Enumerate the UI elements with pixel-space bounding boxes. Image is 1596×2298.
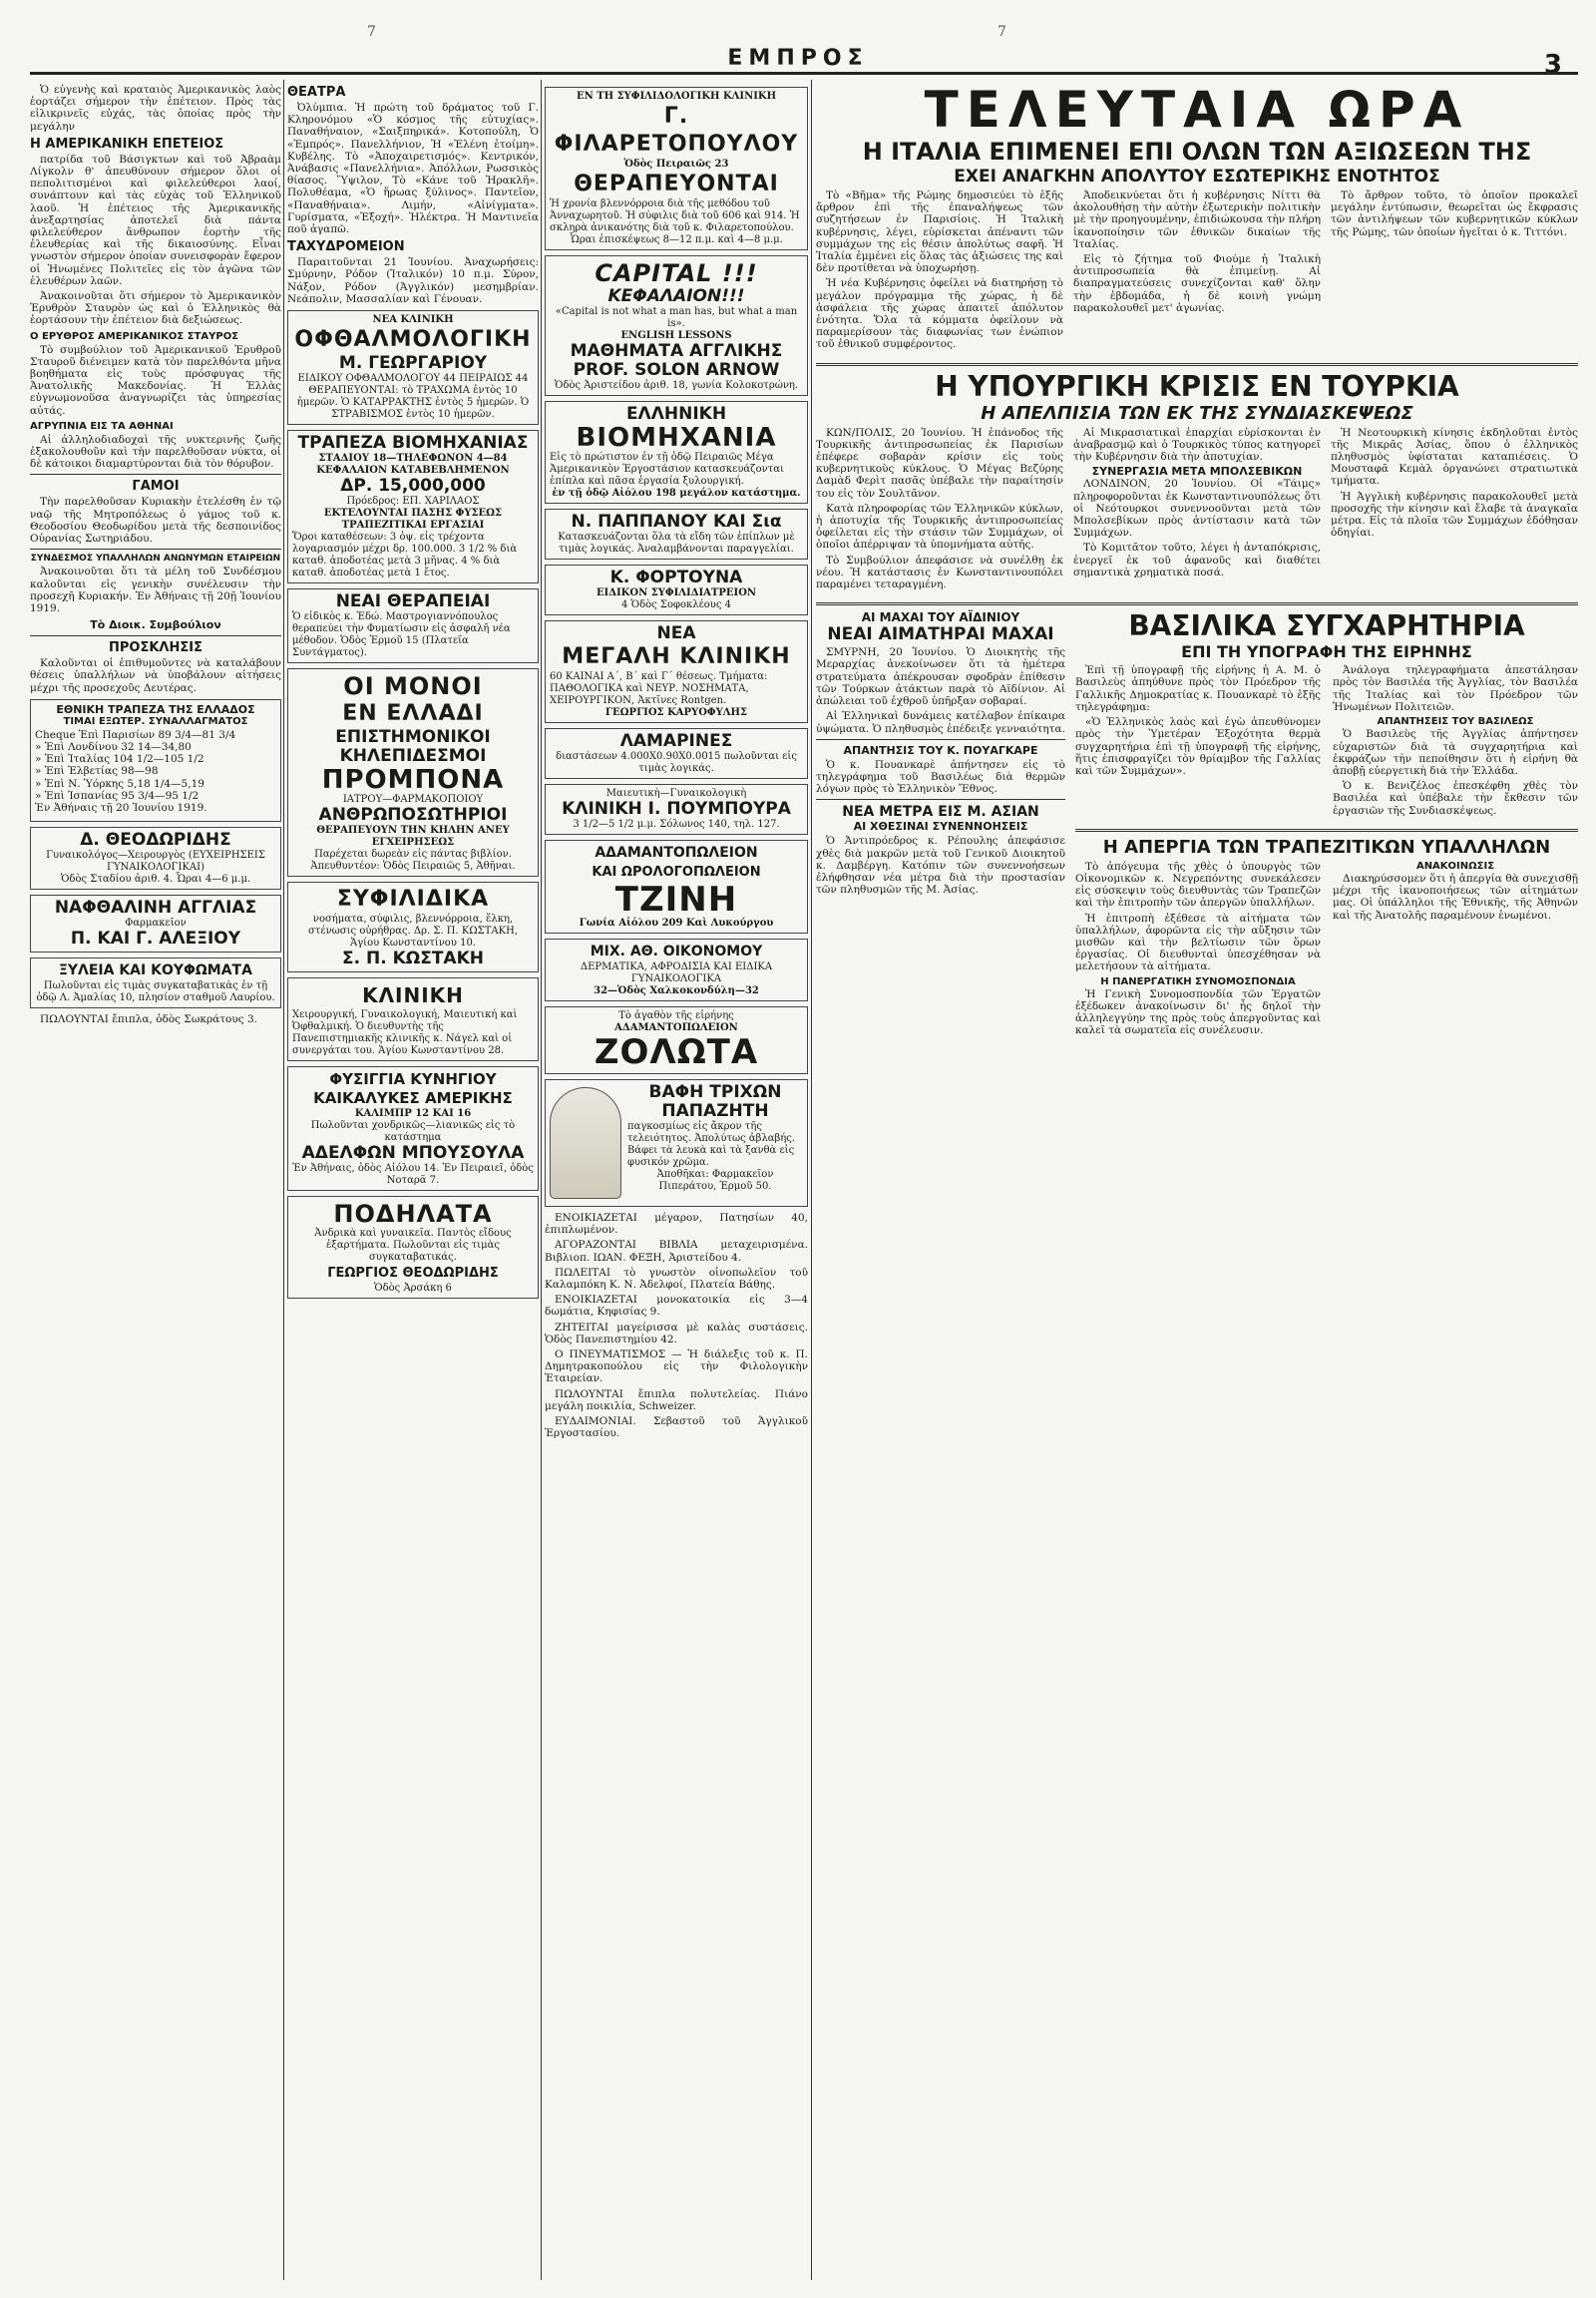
- ad-wood-text: Πωλοῦνται εἰς τιμὰς συγκαταβατικὰς ἐν τῇ ὁδῷ Λ. Ἀμαλίας 10, πλησίον σταθμοῦ Λαυρίου.: [36, 980, 275, 1004]
- lower-news: [816, 610, 1578, 1043]
- ad-bank-terms: Ὅροι καταθέσεων: 3 ὀψ. εἰς τρέχοντα λογαριασμόν μέχρι δρ. 100.000. 3 1/2 % διὰ καταθ. ἀποδοτέας μετὰ 3 μῆνας. 4 % διὰ καταθ. ἀποδοτέας μετὰ 1 ἔτος.: [292, 532, 518, 579]
- lead-paragraph: Ὁ εὐγενὴς καὶ κραταιὸς Ἀμερικανικὸς λαὸς ἑορτάζει σήμερον τὴν ἐπέτειον. Πρὸς τὰς εἰλικρινεῖς εὐχάς, τὰς ὁποίας πρὸς τὴν μεγάλην: [30, 84, 281, 133]
- ad5-addr: 4 Ὁδὸς Σοφοκλέους 4: [620, 599, 732, 610]
- classifieds: [545, 1212, 808, 1439]
- classified-item: ΖΗΤΕΙΤΑΙ μαγείρισσα μὲ καλὰς συστάσεις. Ὁδὸς Πανεπιστημίου 42.: [545, 1321, 808, 1345]
- ad-shoes-title: ΦΥΣΙΓΓΙΑ ΚΥΝΗΓΙΟΥ: [329, 1070, 497, 1089]
- asia-measures-subtitle: ΑΙ ΧΘΕΣΙΝΑΙ ΣΥΝΕΝΝΟΗΣΕΙΣ: [853, 820, 1028, 834]
- aidin-subtitle: ΝΕΑΙ ΑΙΜΑΤΗΡΑΙ ΜΑΧΑΙ: [827, 624, 1054, 645]
- ad9-addr: Γωνία Αἰόλου 209 Καὶ Λυκούργου: [579, 918, 774, 929]
- ad-experts-4: ΠΡΟΜΠΟΝΑ: [321, 765, 505, 796]
- ad-fortouna: [545, 565, 808, 615]
- masthead-title: ΕΜΠΡΟΣ: [727, 46, 869, 71]
- ad2-greek: ΚΕΦΑΛΑΙΟΝ!!!: [607, 286, 745, 306]
- ad-experts-7: ΘΕΡΑΠΕΥΟΥΝ ΤΗΝ ΚΗΛΗΝ ΑΝΕΥ ΕΓΧΕΙΡΗΣΕΩΣ: [316, 825, 510, 849]
- ad2-quote: «Capital is not what a man has, but what a man is».: [555, 306, 798, 329]
- divider: [816, 602, 1578, 605]
- ad-english-lessons: [545, 255, 808, 396]
- headline-last-hour: ΤΕΛΕΥΤΑΙΑ ΩΡΑ: [924, 82, 1470, 139]
- ad-naphthalene: [30, 895, 281, 953]
- bank-title: ΕΘΝΙΚΗ ΤΡΑΠΕΖΑ ΤΗΣ ΕΛΛΑΔΟΣ: [56, 702, 255, 716]
- bank-subtitle: ΤΙΜΑΙ ΕΞΩΤΕΡ. ΣΥΝΑΛΛΑΓΜΑΤΟΣ: [63, 715, 248, 727]
- ad-syphilis-text: νοσήματα, σύφιλις, βλεννόρροια, ἕλκη, στένωσις οὐρήθρας. Δρ. Σ. Π. ΚΩΣΤΑΚΗ, Ἁγίου Κωνσταντίνου 10.: [308, 914, 518, 950]
- ad-wood-foot: ΠΩΛΟΥΝΤΑΙ ἔπιπλα, ὁδὸς Σωκράτους 3.: [40, 1013, 257, 1026]
- ad-therapies: [287, 588, 539, 663]
- classified-item: ΠΩΛΟΥΝΤΑΙ ἔπιπλα πολυτελείας. Πιάνο μεγάλη ποικιλία, Schweizer.: [545, 1387, 808, 1412]
- ad-shoes-sub: ΚΑΙΚΑΛΥΚΕΣ ΑΜΕΡΙΚΗΣ: [313, 1089, 513, 1108]
- ad11-shop: ΑΔΑΜΑΝΤΟΠΩΛΕΙΟΝ: [614, 1022, 738, 1033]
- ad1-line: ΕΝ ΤΗ ΣΥΦΙΛΙΔΟΛΟΓΙΚΗ ΚΛΙΝΙΚΗ: [576, 91, 777, 102]
- ad-experts-6: ΑΝΘΡΩΠΟΣΩΤΗΡΙΟΙ: [318, 805, 508, 826]
- ad6-big: ΜΕΓΑΛΗ ΚΛΙΝΙΚΗ: [562, 644, 791, 669]
- ad-foot-text: Ἀνδρικὰ καὶ γυναικεῖα. Παντὸς εἴδους ἐξαρτήματα. Πωλοῦνται εἰς τιμὰς συγκαταβατικάς.: [314, 1228, 512, 1264]
- ad-clinic-title: ΝΕΑ ΚΛΙΝΙΚΗ: [372, 314, 454, 326]
- ad-experts-1: ΟΙ ΜΟΝΟΙ: [343, 672, 483, 701]
- ad9-big: ΤΖΙΝΗ: [614, 880, 738, 920]
- ad-bros-text: Ἐν Ἀθήναις, ὁδὸς Αἰόλου 14. Ἐν Πειραιεῖ, ὁδὸς Νοταρᾶ 7.: [292, 1163, 534, 1187]
- ad3-addr: ἐν τῇ ὁδῷ Αἰόλου 198 μεγάλον κατάστημα.: [552, 488, 801, 499]
- classified-item: ΠΩΛΕΙΤΑΙ τὸ γνωστὸν οἰνοπωλεῖον τοῦ Καλαμπόκη Κ. Ν. Ἀδελφοί, Πλατεία Βάθης.: [545, 1266, 808, 1292]
- italy-title: Η ΙΤΑΛΙΑ ΕΠΙΜΕΝΕΙ ΕΠΙ ΟΛΩΝ ΤΩΝ ΑΞΙΩΣΕΩΝ ΤΗΣ: [862, 138, 1532, 166]
- ad-eye-clinic: [287, 310, 539, 425]
- ad3-title: ΕΛΛΗΝΙΚΗ: [625, 404, 727, 424]
- ad-experts-8: Παρέχεται δωρεὰν εἰς πάντας βιβλίον. Ἀπευθυντέον: Ὁδὸς Πειραιῶς 5, Ἀθῆναι.: [310, 849, 516, 873]
- ad12-name: ΠΑΠΑΖΗΤΗ: [661, 1101, 769, 1121]
- ad8-addr: 3 1/2—5 1/2 μ.μ. Σόλωνος 140, τηλ. 127.: [573, 819, 780, 830]
- ad-clinic2-title: ΚΛΙΝΙΚΗ: [362, 983, 464, 1008]
- ad-doctor-addr: Ὁδὸς Σταδίου ἀριθ. 4. Ὧραι 4—6 μ.μ.: [60, 874, 251, 886]
- ad-clinic-doctor: Μ. ΓΕΩΡΓΑΡΙΟΥ: [338, 353, 488, 374]
- classified-item: ΕΝΟΙΚΙΑΖΕΤΑΙ μέγαρον, Πατησίων 40, ἐπιπλωμένον.: [545, 1212, 808, 1237]
- ad-clinic-2: [287, 977, 539, 1061]
- heading-red-cross: Ο ΕΡΥΘΡΟΣ ΑΜΕΡΙΚΑΝΙΚΟΣ ΣΤΑΥΡΟΣ: [30, 330, 239, 342]
- ad-wood-title: ΞΥΛΕΙΑ ΚΑΙ ΚΟΥΦΩΜΑΤΑ: [59, 962, 252, 979]
- strike-sub2: ΑΝΑΚΟΙΝΩΣΙΣ: [1415, 860, 1495, 872]
- column-3: [545, 82, 808, 2278]
- royal-sub2: ΑΠΑΝΤΗΣΕΙΣ ΤΟΥ ΒΑΣΙΛΕΩΣ: [1377, 716, 1534, 728]
- masthead-rule: [30, 72, 1578, 75]
- ad-therapies-text: Ὁ εἰδικὸς κ. Ἐδώ. Μαστρογιαννόπουλος θεραπεύει τὴν Φυματίωσιν εἰς ἀσφαλῆ νέα μέθοδον. Ὁδὸς Ἐρμοῦ 15 (Πλατεῖα Συντάγματος).: [292, 611, 511, 659]
- ad-bank-text: ΕΚΤΕΛΟΥΝΤΑΙ ΠΑΣΗΣ ΦΥΣΕΩΣ ΤΡΑΠΕΖΙΤΙΚΑΙ ΕΡΓΑΣΙΑΙ: [323, 508, 503, 532]
- ad11-pre: Τὸ ἀγαθὸν τῆς εἰρήνης: [618, 1010, 734, 1021]
- ad2-title: CAPITAL !!!: [595, 259, 758, 287]
- classified-item: ΕΝΟΙΚΙΑΖΕΤΑΙ μονοκατοικία εἰς 3—4 δωμάτια, Κηφισίας 9.: [545, 1294, 808, 1319]
- royal-title: ΒΑΣΙΛΙΚΑ ΣΥΓΧΑΡΗΤΗΡΙΑ: [1128, 609, 1525, 643]
- ad10-sub: ΔΕΡΜΑΤΙΚΑ, ΑΦΡΟΔΙΣΙΑ ΚΑΙ ΕΙΔΙΚΑ ΓΥΝΑΙΚΟΛΟΓΙΚΑ: [580, 961, 773, 984]
- ad-bank-amount: ΔΡ. 15,000,000: [340, 476, 486, 497]
- divider: [30, 549, 281, 550]
- ad-poumpoura: [545, 784, 808, 835]
- heading-union: ΣΥΝΔΕΣΜΟΣ ΥΠΑΛΛΗΛΩΝ ΑΝΩΝΥΜΩΝ ΕΤΑΙΡΕΙΩΝ: [30, 554, 281, 565]
- ad-filaretopoulou: [545, 87, 808, 250]
- column-2: [287, 82, 539, 2278]
- ad-naphthalene-title: ΝΑΦΘΑΛΙΝΗ ΑΓΓΛΙΑΣ: [54, 898, 257, 919]
- ad-hair-dye: [545, 1079, 808, 1207]
- ad-big-clinic: [545, 620, 808, 723]
- ad-syphilis-title: ΣΥΦΙΛΙΔΙΚΑ: [336, 887, 490, 913]
- divider: [816, 363, 1578, 366]
- ad5-title: Κ. ΦΟΡΤΟΥΝΑ: [609, 568, 743, 587]
- ad-bank-sub: ΣΤΑΔΙΟΥ 18—ΤΗΛΕΦΩΝΟΝ 4—84: [318, 453, 508, 465]
- strike-title: Η ΑΠΕΡΓΙΑ ΤΩΝ ΤΡΑΠΕΖΙΤΙΚΩΝ ΥΠΑΛΛΗΛΩΝ: [1102, 836, 1551, 858]
- royal-subtitle: ΕΠΙ ΤΗ ΥΠΟΓΡΑΦΗ ΤΗΣ ΕΙΡΗΝΗΣ: [1181, 642, 1472, 662]
- strike-sub: Η ΠΑΝΕΡΓΑΤΙΚΗ ΣΥΝΟΜΟΣΠΟΝΔΙΑ: [1100, 975, 1296, 987]
- divider: [30, 635, 281, 636]
- ad12-title: ΒΑΦΗ ΤΡΙΧΩΝ: [648, 1082, 782, 1102]
- ad1-text: Ἡ χρονία βλεννόρροια διὰ τῆς μεθόδου τοῦ Ἀνναχωρητοῦ. Ἡ σύφιλις διὰ τοῦ 606 καὶ 914. Ἡ σκληρὰ ἀνικανότης διὰ τοῦ κ. Φιλαρετοπούλου.: [550, 198, 800, 233]
- ad11-big: ΖΟΛΩΤΑ: [594, 1032, 759, 1072]
- woman-portrait-image: [550, 1087, 621, 1199]
- heading-athens: ΑΓΡΥΠΝΙΑ ΕΙΣ ΤΑ ΑΘΗΝΑΙ: [30, 420, 174, 432]
- classified-item: ΑΓΟΡΑΖΟΝΤΑΙ ΒΙΒΛΙΑ μεταχειρισμένα. Βιβλιοπ. ΙΩΑΝ. ΦΕΞΗ, Ἀριστείδου 4.: [545, 1239, 808, 1264]
- ad-foot-addr: Ὁδὸς Ἀρσάκη 6: [374, 1283, 452, 1295]
- ad-zolota: [545, 1006, 808, 1074]
- ad-wood: [30, 958, 281, 1008]
- ad1-addr: Ὁδὸς Πειραιῶς 23: [623, 159, 729, 170]
- ad7-title: ΛΑΜΑΡΙΝΕΣ: [619, 731, 733, 751]
- bank-rate-row: » Ἐπὶ Λονδίνου 32 14—34,80: [35, 740, 192, 753]
- ad-pappanou: [545, 509, 808, 560]
- ad-bicycles: [287, 1196, 539, 1299]
- ad1-name: Γ. ΦΙΛΑΡΕΤΟΠΟΥΛΟΥ: [554, 104, 799, 157]
- article-theatre: Ὀλύμπια. Ἡ πρώτη τοῦ δράματος τοῦ Γ. Κληρονόμου «Ὁ κόσμος τῆς εὐτυχίας». Παναθήναιον, «Σαιξπηρικά». Κοτοπούλη, Ὁ «Ἐμπρός». Πανελλήνιον, Ἡ «Ἑλένη ἑτοίμη». Κυβέλης. Τὸ «Ἀποχαιρετισμός». Κεντρικόν, Ἀνάβασις «Πανελλήνια». Ἀπόλλων, Ρωσσικὸς θίασος. Ὕψιλον, Τὸ «Κάνε τοῦ Ἡρακλῆ». Πολυθέαμα, «Ὁ ἥρωας ξύλινος». Παντεῖον, «Παναθήναια». Λιμήν, «Αἰνίγματα». Γυρίσματα, «Ἐξοχή». Ἠλέκτρα. Ἡ Μαντινεῖα ποῦ ἀγαπῶ.: [287, 102, 539, 236]
- article-american: πατρίδα τοῦ Βάσιγκτων καὶ τοῦ Ἀβραὰμ Λίγκολν θ' ἀπευθύνουν σήμερον ὅλοι οἱ πεπολιτισμένοι καὶ φιλελεύθεροι λαοί, συνάπτουν καὶ τὰς εὐχὰς τοῦ Ἑλληνικοῦ λαοῦ. Ἡ ἐπέτειος τῆς Ἀμερικανικῆς ἀνεξαρτησίας ἀποτελεῖ διὰ πάντα φιλελεύθερον ἄνθρωπον ἑορτὴν τῆς ἐλευθερίας καὶ τῆς δικαιοσύνης. Εἶναι γνωστὸν σήμερον ὁποίαν συνεισφορὰν ἔφερον οἱ Ἡνωμένες Πολιτεῖες εἰς τὸν ἀγῶνα τῶν ἐλευθέρων λαῶν. Ἀνακοινοῦται ὅτι σήμερον τὸ Ἀμερικανικὸν Ἐρυθρὸν Σταυρὸν ὡς καὶ ὁ Ἐλληνικὸς θὰ ἑορτάσουν τὴν ἐπέτειον διὰ δεξιώσεως.: [30, 153, 281, 327]
- ad-therapies-title: ΝΕΑΙ ΘΕΡΑΠΕΙΑΙ: [335, 591, 491, 612]
- turkey-sub2: ΣΥΝΕΡΓΑΣΙΑ ΜΕΤΑ ΜΠΟΛΣΕΒΙΚΩΝ: [1091, 465, 1303, 479]
- ad-bank-president: Πρόεδρος: ΕΠ. ΧΑΡΙΛΑΟΣ: [346, 496, 480, 508]
- heading-theatre: ΘΕΑΤΡΑ: [287, 85, 346, 100]
- ad-experts-5: ΙΑΤΡΟΥ—ΦΑΡΜΑΚΟΠΟΙΟΥ: [342, 794, 484, 806]
- ad-doctor-sub: Γυναικολόγος—Χειρουργὸς (ΕΥΧΕΙΡΗΣΕΙΣ ΓΥΝΑΙΚΟΛΟΓΙΚΑΙ): [46, 850, 265, 874]
- ad-oikonomou: [545, 939, 808, 1001]
- ad2-text2: ΜΑΘΗΜΑΤΑ ΑΓΓΛΙΚΗΣ: [570, 341, 783, 361]
- top-mark-2: 7: [998, 24, 1006, 40]
- ad-clinic2-text: Χειρουργική, Γυναικολογική, Μαιευτική καὶ Ὀφθαλμική. Ὁ διευθυντὴς τῆς Πανεπιστημιακῆς κλινικῆς κ. Νάγελ καὶ οἱ συνεργάται του. Ἁγίου Κωνσταντίνου 28.: [292, 1009, 518, 1057]
- bank-rate-row: » Ἐπὶ Ἰταλίας 104 1/2—105 1/2: [35, 753, 204, 766]
- bank-rates: [35, 729, 276, 814]
- ad-industrial-bank: [287, 430, 539, 583]
- article-weddings: Τὴν παρελθοῦσαν Κυριακὴν ἐτελέσθη ἐν τῷ ναῷ τῆς Μητροπόλεως ὁ γάμος τοῦ κ. Θεοδοσίου Θεοδωρίδου μετὰ τῆς δεσποινίδος Οὐρανίας Σωτηριάδου.: [30, 496, 281, 546]
- ad-clinic-sub: ΕΙΔΙΚΟΥ ΟΦΘΑΛΜΟΛΟΓΟΥ 44 ΠΕΙΡΑΙΩΣ 44: [297, 373, 529, 385]
- ad9-sub: ΚΑΙ ΩΡΟΛΟΓΟΠΩΛΕΙΟΝ: [592, 865, 761, 880]
- ad6-title: ΝΕΑ: [656, 623, 696, 643]
- ad10-addr: 32—Ὁδὸς Χαλκοκονδύλη—32: [594, 985, 759, 996]
- bank-rate-row: » Ἐπὶ Ἰσπανίας 95 3/4—95 1/2: [35, 789, 200, 802]
- ad-naphthalene-sub: Φαρμακεῖον: [125, 918, 187, 930]
- aidin-title: ΑΙ ΜΑΧΑΙ ΤΟΥ ΑΪΔΙΝΙΟΥ: [861, 610, 1020, 625]
- lower-right-column: ΒΑΣΙΛΙΚΑ ΣΥΓΧΑΡΗΤΗΡΙΑ ΕΠΙ ΤΗ ΥΠΟΓΡΑΦΗ ΤΗΣ ΕΙΡΗΝΗΣ Ἐπὶ τῇ ὑπογραφῇ τῆς εἰρήνης ἡ Α. Μ. ὁ Βασιλεὺς ἀπηύθυνε πρὸς τὸν Πρόεδρον τῆς Γαλλικῆς Δημοκρατίας κ. Πουανκαρὲ τὸ ἑξῆς τηλεγράφημα: «Ὁ Ἑλληνικὸς λαὸς καὶ ἐγὼ ἀπευθύνομεν πρὸς τὴν Ὑμετέραν Ἐξοχότητα θερμὰ συγχαρητήρια ἐπὶ τῇ ὑπογραφῇ τῆς εἰρήνης, ἥτις ἐπισφραγίζει τὸν θρίαμβον τῆς Γαλλίας καὶ τῶν Συμμάχων». Ἀνάλογα τηλεγραφήματα ἀπεστάλησαν πρὸς τὸν Βασιλέα τῆς Ἀγγλίας, τὸν Βασιλέα τῆς Ἰταλίας καὶ τὸν Πρόεδρον τῶν Ἡνωμένων Πολιτειῶν. ΑΠΑΝΤΗΣΕΙΣ ΤΟΥ ΒΑΣΙΛΕΩΣ Ὁ Βασιλεὺς τῆς Ἀγγλίας ἀπήντησεν εὐχαριστῶν διὰ τὰ συγχαρητήρια καὶ ἐκφράζων τὴν πεποίθησιν ὅτι ἡ εἰρήνη θὰ ἀποβῇ εὐεργετικὴ διὰ τὴν Ἑλλάδα. Ὁ κ. Βενιζέλος ἐπεσκέφθη χθὲς τὸν Βασιλέα καὶ ὑπέβαλε τὴν ἔκθεσιν τῶν ἐργασιῶν τῆς Συνδιασκέψεως. Η ΑΠΕΡΓΙΑ ΤΩΝ ΤΡΑΠΕΖΙΤΙΚΩΝ ΥΠΑΛΛΗΛΩΝ Τὸ ἀπόγευμα τῆς χθὲς ὁ ὑπουργὸς τῶν Οἰκονομικῶν κ. Νεγρεπόντης συνεκάλεσεν εἰς σύσκεψιν τοὺς διευθυντὰς τῶν Τραπεζῶν καὶ τὴν ἐπιτροπὴν τῶν ἀπεργῶν ὑπαλλήλων. Ἡ ἐπιτροπὴ ἐξέθεσε τὰ αἰτήματα τῶν ὑπαλλήλων, ἀφορῶντα εἰς τὴν αὔξησιν τῶν μισθῶν καὶ τὴν βελτίωσιν τῶν ὅρων ἐργασίας. Οἱ διευθυνταὶ ὑπεσχέθησαν νὰ μελετήσουν τὰ αἰτήματα. Η ΠΑΝΕΡΓΑΤΙΚΗ ΣΥΝΟΜΟΣΠΟΝΔΙΑ Ἡ Γενικὴ Συνομοσπονδία τῶν Ἐργατῶν ἐξέδωκεν ἀνακοίνωσιν δι' ἧς δηλοῖ τὴν ἀλληλεγγύην της πρὸς τοὺς ἀπεργοῦντας καὶ καλεῖ τὰ σωματεῖα εἰς συνέλευσιν. ΑΝΑΚΟΙΝΩΣΙΣ Διακηρύσσομεν ὅτι ἡ ἀπεργία θὰ συνεχισθῇ μέχρι τῆς ἱκανοποιήσεως τῶν αἰτημάτων μας. Οἱ ὑπάλληλοι τῆς Ἐθνικῆς, τῆς Ἀθηνῶν καὶ τῆς Ἀνατολῆς παραμένουν ἑνωμένοι.: [1075, 609, 1578, 1037]
- ad-foot-name: ΓΕΩΡΓΙΟΣ ΘΕΟΔΩΡΙΔΗΣ: [327, 1266, 499, 1282]
- ad1-big: ΘΕΡΑΠΕΥΟΝΤΑΙ: [574, 172, 779, 196]
- poincare-title: ΑΠΑΝΤΗΣΙΣ ΤΟΥ Κ. ΠΟΥΑΓΚΑΡΕ: [843, 743, 1038, 757]
- column-1: [30, 82, 281, 2278]
- ad-bank-title: ΤΡΑΠΕΖΑ ΒΙΟΜΗΧΑΝΙΑΣ: [297, 433, 529, 454]
- ad-tzini: [545, 840, 808, 934]
- ad6-text: 60 ΚΑΙΝΑΙ Α΄, Β΄ καὶ Γ΄ θέσεως. Τμήματα: ΠΑΘΟΛΟΓΙΚΑ καὶ ΝΕΥΡ. ΝΟΣΗΜΑΤΑ, ΧΕΙΡΟΥΡΓΙΚΟΝ, Ἀκτῖνες Rontgen.: [550, 671, 768, 706]
- masthead: [0, 46, 1596, 72]
- heading-invitations: ΠΡΟΣΚΛΗΣΙΣ: [109, 640, 202, 656]
- ad10-name: ΜΙΧ. ΑΘ. ΟΙΚΟΝΟΜΟΥ: [590, 944, 763, 959]
- ad12-addr: Ἀποθῆκαι: Φαρμακεῖον Πιπεράτου, Ἑρμοῦ 50.: [656, 1169, 774, 1192]
- article-union: Ἀνακοινοῦται ὅτι τὰ μέλη τοῦ Συνδέσμου καλοῦνται εἰς γενικὴν συνέλευσιν τὴν προσεχῆ Κυριακήν. Ἐν Ἀθήναις τῇ 20ῇ Ἰουνίου 1919.: [30, 566, 281, 614]
- article-post: Παραιτοῦνται 21 Ἰουνίου. Ἀναχωρήσεις: Σμύρνην, Ρόδον (Ἰταλικόν) 10 π.μ. Σύρον, Νάξον, Ρόδον (Ἀγγλικόν) μεσημβρίαν. Νεάπολιν, Μασσαλίαν καὶ Γένουαν.: [287, 256, 539, 305]
- bank-rate-row: Cheque Ἐπὶ Παρισίων 89 3/4—81 3/4: [35, 728, 236, 741]
- ad-syphilis: [287, 882, 539, 972]
- ad-naphthalene-name: Π. ΚΑΙ Γ. ΑΛΕΞΙΟΥ: [70, 929, 241, 950]
- ad-bros: ΑΔΕΛΦΩΝ ΜΠΟΥΣΟΥΛΑ: [301, 1143, 525, 1164]
- classified-item: Ο ΠΝΕΥΜΑΤΙΣΜΟΣ — Ἡ διάλεξις τοῦ κ. Π. Δημητρακοπούλου εἰς τὴν Φιλολογικὴν Ἑταιρείαν.: [545, 1348, 808, 1385]
- column-rule: [283, 80, 284, 2280]
- italy-article: Τὸ «Βῆμα» τῆς Ρώμης δημοσιεύει τὸ ἑξῆς ἄρθρον ἐπὶ τῆς ἐπαναλήψεως τῶν συζητήσεων ἐν Παρισίοις. Ἡ Ἰταλικὴ κυβέρνησις, λέγει, εὑρίσκεται ἀπέναντι τῶν συμμάχων της εἰς θέσιν ἀπολύτως σαφῆ. Ἡ Ἰταλία ἐμμένει εἰς ὅλας τὰς ἀξιώσεις της καὶ δὲν προτίθεται νὰ ὑποχωρήσῃ. Ἡ νέα Κυβέρνησις ὀφείλει νὰ διατηρήσῃ τὸ μεγάλον πρόγραμμα τῆς χώρας, ἡ δὲ ἀσφάλεια τῆς χώρας ἀπαιτεῖ ἀπόλυτον ἑνότητα. Ὅλα τὰ κόμματα ὀφείλουν νὰ παραμερίσουν τὰς διαφωνίας των ἐνώπιον τοῦ ἐθνικοῦ συμφέροντος. Ἀποδεικνύεται ὅτι ἡ κυβέρνησις Νίττι θὰ ἀκολουθήσῃ τὴν αὐτὴν ἐξωτερικὴν πολιτικὴν μὲ τὴν προηγουμένην, ἐπιδιώκουσα τὴν πλήρη ἱκανοποίησιν τῶν ἐθνικῶν δικαίων τῆς Ἰταλίας. Εἰς τὸ ζήτημα τοῦ Φιούμε ἡ Ἰταλικὴ ἀντιπροσωπεία θὰ ἐπιμείνῃ. Αἱ διαπραγματεύσεις συνεχίζονται καθ' ὅλην τὴν ἑβδομάδα, ἡ δὲ κοινὴ γνώμη παρακολουθεῖ μετ' ἀγωνίας. Τὸ ἄρθρον τοῦτο, τὸ ὁποῖον προκαλεῖ μεγάλην ἐντύπωσιν, θεωρεῖται ὡς ἔκφρασις τῶν ἀντιλήψεων τῶν κυβερνητικῶν κύκλων τῆς Ρώμης, τῶν ὁποίων ἡγεῖται ὁ κ. Τιττόνι.: [816, 190, 1578, 351]
- divider: [30, 474, 281, 475]
- italy-subtitle: ΕΧΕΙ ΑΝΑΓΚΗΝ ΑΠΟΛΥΤΟΥ ΕΣΩΤΕΡΙΚΗΣ ΕΝΟΤΗΤΟΣ: [954, 167, 1440, 187]
- ad8-name: ΚΛΙΝΙΚΗ Ι. ΠΟΥΜΠΟΥΡΑ: [562, 799, 791, 819]
- bank-date: Ἐν Ἀθήναις τῇ 20 Ἰουνίου 1919.: [35, 801, 207, 814]
- ad-cartridges: [287, 1066, 539, 1191]
- top-mark-1: 7: [367, 24, 376, 40]
- ad-bank-capital: ΚΕΦΑΛΑΙΟΝ ΚΑΤΑΒΕΒΛΗΜΕΝΟΝ: [316, 465, 510, 477]
- ad-shoes-line: ΚΑΛΙΜΠΡ 12 ΚΑΙ 16: [354, 1108, 472, 1120]
- column-rule: [541, 80, 542, 2280]
- bank-rate-row: » Ἐπὶ Ν. Ὑόρκης 5,18 1/4—5,19: [35, 777, 204, 790]
- ad-sheets: [545, 728, 808, 779]
- heading-american: Η ΑΜΕΡΙΚΑΝΙΚΗ ΕΠΕΤΕΙΟΣ: [30, 136, 224, 152]
- ad12-text: παγκοσμίως εἰς ἄκρον τῆς τελειότητος. Ἀπολύτως ἀβλαβής. Βάφει τὰ λευκὰ καὶ τὰ ξανθὰ εἰς φυσικόν χρῶμα.: [627, 1121, 796, 1168]
- union-signature: Τὸ Διοικ. Συμβούλιον: [90, 618, 221, 632]
- ad-clinic-text: ΘΕΡΑΠΕΥΟΝΤΑΙ: τὸ ΤΡΑΧΩΜΑ ἐντὸς 10 ἡμερῶν. Ὁ ΚΑΤΑΡΡΑΚΤΗΣ ἐντὸς 5 ἡμερῶν. Ὁ ΣΤΡΑΒΙΣΜΟΣ ἐντὸς 10 ἡμερῶν.: [296, 385, 530, 421]
- ad-foot-title: ΠΟΔΗΛΑΤΑ: [333, 1200, 493, 1229]
- ad-shoes-text: Πωλοῦνται χονδρικῶς—λιανικῶς εἰς τὸ κατάστημα: [310, 1120, 516, 1144]
- ad4-text: Κατασκευάζονται ὅλα τὰ εἴδη τῶν ἐπίπλων μὲ τιμὰς λογικάς. Ἀναλαμβάνονται παραγγελίαι.: [558, 532, 795, 555]
- ad2-text: ENGLISH LESSONS: [620, 330, 732, 341]
- ad5-sub: ΕΙΔΙΚΟΝ ΣΥΦΙΛΙΔΙΑΤΡΕΙΟΝ: [596, 587, 757, 598]
- ad1-foot: Ὧραι ἐπισκέψεως 8—12 π.μ. καὶ 4—8 μ.μ.: [570, 234, 783, 245]
- news-section: [816, 82, 1578, 2278]
- ad-experts-2: ΕΝ ΕΛΛΑΔΙ: [342, 701, 484, 727]
- heading-post: ΤΑΧΥΔΡΟΜΕΙΟΝ: [287, 239, 405, 255]
- ad-hernia: [287, 668, 539, 877]
- article-athens: Αἱ ἀλληλοδιαδοχαὶ τῆς νυκτερινῆς ζωῆς ἐξακολουθοῦν καὶ τὴν παρελθοῦσαν νύκτα, οἱ δὲ κάτοικοι διαμαρτύρονται διὰ τὸν θόρυβον.: [30, 433, 281, 471]
- lower-left-column: ΑΙ ΜΑΧΑΙ ΤΟΥ ΑΪΔΙΝΙΟΥ ΝΕΑΙ ΑΙΜΑΤΗΡΑΙ ΜΑΧΑΙ ΣΜΥΡΝΗ, 20 Ἰουνίου. Ὁ Διοικητὴς τῆς Μεραρχίας ἀνεκοίνωσεν ὅτι τὰ ἡμέτερα στρατεύματα ἀπέκρουσαν σφοδρὰν ἐπίθεσιν τῶν Τούρκων ἀτάκτων παρὰ τὸ Αϊδίνιον. Αἱ ἀπώλειαι τοῦ ἐχθροῦ ὑπῆρξαν σοβαραί. Αἱ Ἑλληνικαὶ δυνάμεις κατέλαβον ἐπίκαιρα ὑψώματα. Ὁ πληθυσμὸς ἐπέδειξε γενναιότητα. ΑΠΑΝΤΗΣΙΣ ΤΟΥ Κ. ΠΟΥΑΓΚΑΡΕ Ὁ κ. Πουανκαρὲ ἀπήντησεν εἰς τὸ τηλεγράφημα τοῦ Βασιλέως διὰ θερμῶν λόγων πρὸς τὸ Ἑλληνικὸν Ἔθνος. ΝΕΑ ΜΕΤΡΑ ΕΙΣ Μ. ΑΣΙΑΝ ΑΙ ΧΘΕΣΙΝΑΙ ΣΥΝΕΝΝΟΗΣΕΙΣ Ὁ Ἀντιπρόεδρος κ. Ρέπουλης ἀπεφάσισε χθὲς διὰ μακρῶν μετὰ τοῦ Γενικοῦ Διοικητοῦ κ. Δαμβέργη. Κατόπιν τῶν συνεννοήσεων ἐλήφθησαν νέα μέτρα διὰ τὴν προστασίαν τῶν πληθυσμῶν τῆς Μ. Ἀσίας.: [816, 610, 1065, 897]
- ad8-line: Μαιευτικὴ—Γυναικολογικὴ: [605, 788, 747, 799]
- ad-clinic-big: ΟΦΘΑΛΜΟΛΟΓΙΚΗ: [294, 327, 532, 353]
- ad4-title: Ν. ΠΑΠΠΑΝΟΥ ΚΑΙ Σια: [571, 512, 782, 532]
- ad2-prof: PROF. SOLON ARNOW: [573, 360, 780, 380]
- classified-item: ΕΥΔΑΙΜΟΝΙΑΙ. Σεβαστοῦ τοῦ Ἀγγλικοῦ Ἐργοστασίου.: [545, 1415, 808, 1440]
- ad6-director: ΓΕΩΡΓΙΟΣ ΚΑΡΥΟΦΥΛΗΣ: [604, 707, 748, 718]
- ad3-text: Εἰς τὸ πρώτιστον ἐν τῇ ὁδῷ Πειραιῶς Μέγα Ἀμερικανικὸν Ἐργοστάσιον κατασκευάζονται ἐπίπλα καὶ πᾶσα ἐργασία ξυλουργική.: [550, 452, 784, 487]
- ad3-big: ΒΙΟΜΗΧΑΝΙΑ: [576, 423, 777, 453]
- ad-syphilis-name: Σ. Π. ΚΩΣΤΑΚΗ: [342, 949, 484, 969]
- heading-weddings: ΓΑΜΟΙ: [132, 479, 180, 495]
- ad9-title: ΑΔΑΜΑΝΤΟΠΩΛΕΙΟΝ: [595, 845, 758, 861]
- asia-measures-title: ΝΕΑ ΜΕΤΡΑ ΕΙΣ Μ. ΑΣΙΑΝ: [842, 804, 1039, 821]
- turkey-article: ΚΩΝ/ΠΟΛΙΣ, 20 Ἰουνίου. Ἡ ἐπάνοδος τῆς Τουρκικῆς ἀντιπροσωπείας ἐκ Παρισίων ἐπέφερε σοβαρὰν κρίσιν εἰς τοὺς κυβερνητικοὺς κύκλους. Ὁ Μέγας Βεζύρης Δαμὰδ Φερὶτ πασᾶς ὑπέβαλε τὴν παραίτησίν του εἰς τὸν Σουλτᾶνον. Κατὰ πληροφορίας τῶν Ἑλληνικῶν κύκλων, ἡ ἀποτυχία τῆς Τουρκικῆς ἀντιπροσωπείας ὀφείλεται εἰς τὴν στάσιν τῶν Συμμάχων, οἱ ὁποῖοι ἀπέρριψαν τὰ ὑπομνήματα αὐτῆς. Τὸ Συμβούλιον ἀπεφάσισε νὰ συνέλθῃ ἐκ νέου. Ἡ κατάστασις ἐν Κωνσταντινουπόλει παραμένει τεταραγμένη. Αἱ Μικρασιατικαὶ ἐπαρχίαι εὑρίσκονται ἐν ἀναβρασμῷ καὶ ὁ Τουρκικὸς τύπος κατηγορεῖ τὴν Κυβέρνησιν διὰ τὴν ἀποτυχίαν. ΣΥΝΕΡΓΑΣΙΑ ΜΕΤΑ ΜΠΟΛΣΕΒΙΚΩΝ ΛΟΝΔΙΝΟΝ, 20 Ἰουνίου. Οἱ «Τάιμς» πληροφοροῦνται ἐκ Κωνσταντινουπόλεως ὅτι οἱ Νεότουρκοι συνεννοοῦνται μετὰ τῶν Μπολσεβίκων πρὸς ἀντίστασιν κατὰ τῶν Συμμάχων. Τὸ Κομιτᾶτον τοῦτο, λέγει ἡ ἀνταπόκρισις, ἐνεργεῖ ἐκ τοῦ ἀφανοῦς καὶ διαθέτει σημαντικὰ χρηματικὰ ποσά. Ἡ Νεοτουρκικὴ κίνησις ἐκδηλοῦται ἐντὸς τῆς Μικρᾶς Ἀσίας, ὅπου ὁ ἑλληνικὸς πληθυσμὸς ὑφίσταται καταπιέσεις. Ὁ Μουσταφᾶ Κεμὰλ ὀργανώνει στρατιωτικὰ τμήματα. Ἡ Ἀγγλικὴ κυβέρνησις παρακολουθεῖ μετὰ προσοχῆς τὴν κίνησιν καὶ ἔλαβε τὰ ἀναγκαῖα μέτρα. Εἰς τὰ πλοῖα τῶν Συμμάχων ἐδόθησαν ὁδηγίαι.: [816, 426, 1578, 591]
- bank-rates-box: [30, 699, 281, 822]
- bank-rate-row: » Ἐπὶ Ἑλβετίας 98—98: [35, 765, 159, 778]
- article-red-cross: Τὸ συμβούλιον τοῦ Ἀμερικανικοῦ Ἐρυθροῦ Σταυροῦ διένειμεν κατὰ τὸν παρελθόντα μῆνα βοηθήματα εἰς τοὺς πρόσφυγας τῆς Ἀνατολικῆς Μακεδονίας. Ἡ Ἑλλὰς εὐγνωμονοῦσα ἀναγνωρίζει τὰς ὑπηρεσίας αὐτάς.: [30, 343, 281, 417]
- turkey-subtitle: Η ΑΠΕΛΠΙΣΙΑ ΤΩΝ ΕΚ ΤΗΣ ΣΥΝΔΙΑΣΚΕΨΕΩΣ: [981, 402, 1413, 424]
- turkey-title: Η ΥΠΟΥΡΓΙΚΗ ΚΡΙΣΙΣ ΕΝ ΤΟΥΡΚΙΑ: [935, 369, 1459, 403]
- ad-industry: [545, 401, 808, 504]
- ad2-addr: Ὁδὸς Ἀριστείδου ἀριθ. 18, γωνία Κολοκοτρώνη.: [554, 380, 799, 391]
- ad-experts-3: ΕΠΙΣΤΗΜΟΝΙΚΟΙ ΚΗΛΕΠΙΔΕΣΜΟΙ: [335, 727, 491, 767]
- ad7-text: διαστάσεων 4.000Χ0.90Χ0.0015 πωλοῦνται εἰς τιμὰς λογικάς.: [556, 751, 797, 774]
- ad-doctor-name: Δ. ΘΕΟΔΩΡΙΔΗΣ: [80, 830, 231, 851]
- column-rule: [811, 80, 812, 2280]
- ad-doctor: [30, 827, 281, 890]
- page-number: 3: [1543, 50, 1562, 80]
- article-invitations: Καλοῦνται οἱ ἐπιθυμοῦντες νὰ καταλάβουν θέσεις ὑπαλλήλων νὰ ὑποβάλουν αἰτήσεις μέχρι τῆς προσεχοῦς Δευτέρας.: [30, 657, 281, 694]
